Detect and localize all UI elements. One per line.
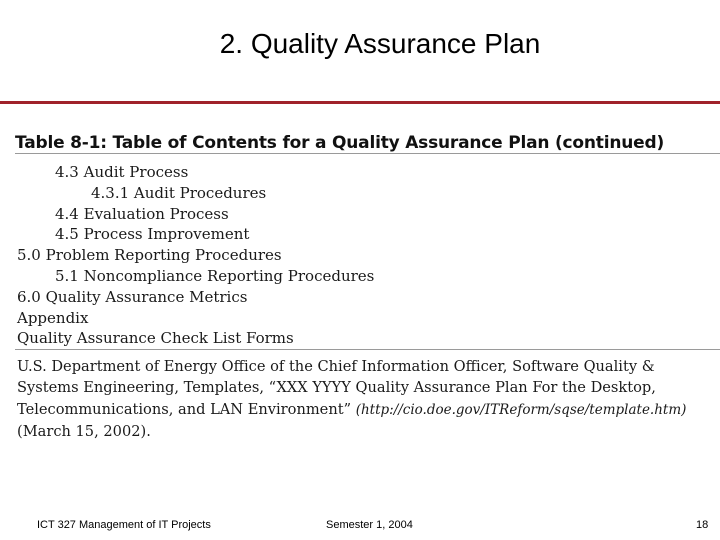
toc-item: Quality Assurance Check List Forms	[17, 329, 294, 348]
source-line	[17, 399, 717, 421]
footer-course: ICT 327 Management of IT Projects	[37, 519, 211, 531]
source-citation	[17, 356, 717, 442]
toc-list	[17, 162, 374, 349]
source-line: Systems Engineering, Templates, “XXX YYYY Quality Assurance Plan For the Desktop,	[17, 379, 656, 397]
toc-item: 4.3.1 Audit Procedures	[91, 183, 267, 202]
toc-item: 4.3 Audit Process	[55, 163, 189, 181]
footer-semester: Semester 1, 2004	[326, 519, 413, 531]
toc-item: 6.0 Quality Assurance Metrics	[17, 287, 248, 306]
source-text: Telecommunications, and LAN Environment”	[17, 400, 352, 418]
table-top-rule	[15, 153, 720, 154]
toc-item: 5.0 Problem Reporting Procedures	[17, 246, 282, 265]
toc-item: 4.5 Process Improvement	[55, 225, 250, 244]
slide-title: 2. Quality Assurance Plan	[219, 28, 541, 59]
title-divider	[0, 101, 720, 104]
toc-item: Appendix	[17, 308, 89, 327]
table-bottom-rule	[15, 349, 720, 350]
table-heading: Table 8-1: Table of Contents for a Quality Assurance Plan (continued)	[15, 133, 665, 153]
source-url: (http://cio.doe.gov/ITReform/sqse/template.htm)	[355, 401, 687, 418]
toc-item: 4.4 Evaluation Process	[55, 204, 229, 223]
source-line: U.S. Department of Energy Office of the Chief Information Officer, Software Quality &	[17, 358, 655, 375]
source-line: (March 15, 2002).	[17, 422, 151, 440]
toc-item: 5.1 Noncompliance Reporting Procedures	[55, 266, 375, 285]
footer-page-number: 18	[696, 519, 709, 531]
